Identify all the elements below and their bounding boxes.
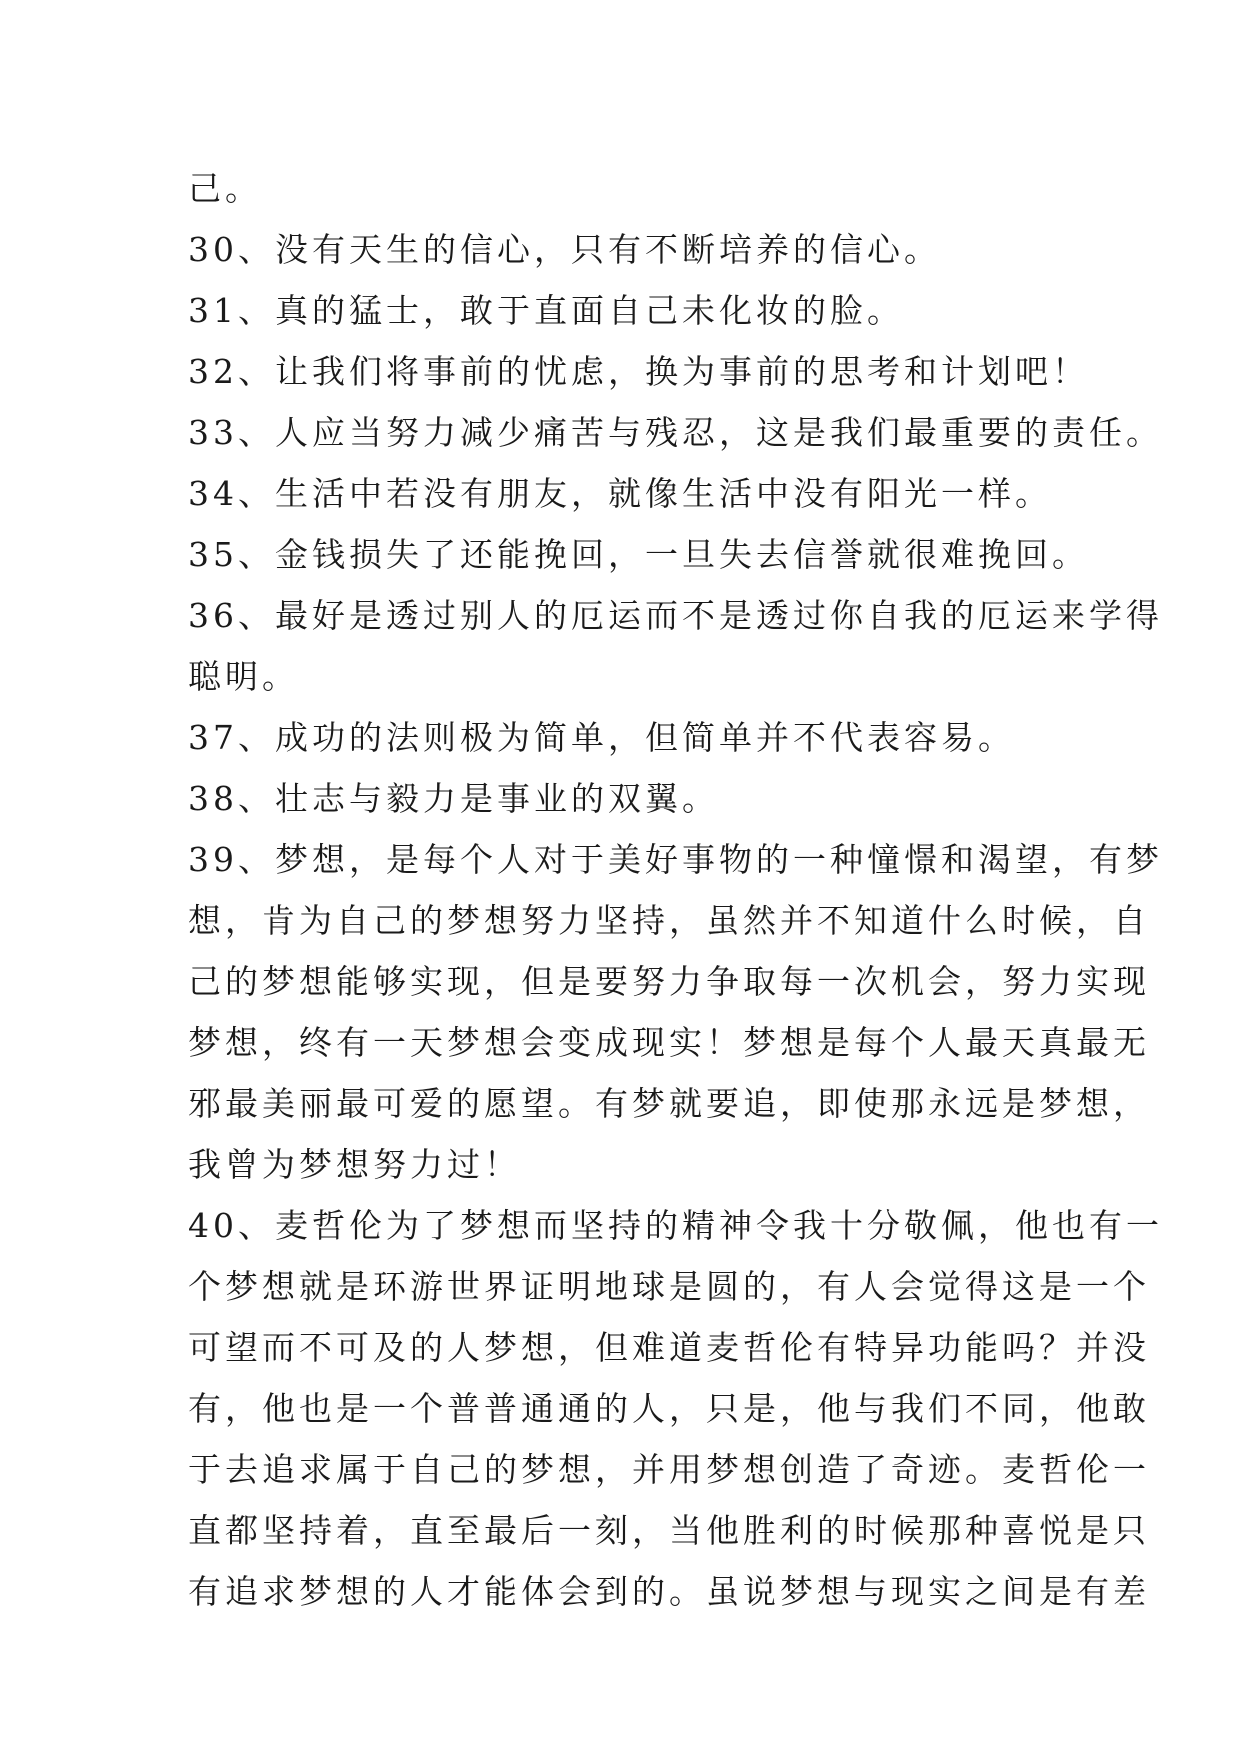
text-line: 36、最好是透过别人的厄运而不是透过你自我的厄运来学得 xyxy=(188,596,1163,635)
text-line: 31、真的猛士，敢于直面自己未化妆的脸。 xyxy=(188,291,904,330)
text-line: 30、没有天生的信心，只有不断培养的信心。 xyxy=(188,230,941,269)
text-line: 34、生活中若没有朋友，就像生活中没有阳光一样。 xyxy=(188,474,1052,513)
text-line: 想，肯为自己的梦想努力坚持，虽然并不知道什么时候，自 xyxy=(188,901,1150,940)
text-line: 32、让我们将事前的忧虑，换为事前的思考和计划吧！ xyxy=(188,352,1089,391)
text-line: 己。 xyxy=(188,169,262,208)
text-line: 37、成功的法则极为简单，但简单并不代表容易。 xyxy=(188,718,1015,757)
text-line: 于去追求属于自己的梦想，并用梦想创造了奇迹。麦哲伦一 xyxy=(188,1450,1150,1489)
text-line: 35、金钱损失了还能挽回，一旦失去信誉就很难挽回。 xyxy=(188,535,1089,574)
text-line: 己的梦想能够实现，但是要努力争取每一次机会，努力实现 xyxy=(188,962,1150,1001)
text-line: 38、壮志与毅力是事业的双翼。 xyxy=(188,779,719,818)
text-line: 33、人应当努力减少痛苦与残忍，这是我们最重要的责任。 xyxy=(188,413,1163,452)
document-body xyxy=(188,158,1163,1622)
text-line: 有，他也是一个普普通通的人，只是，他与我们不同，他敢 xyxy=(188,1389,1150,1428)
text-line: 有追求梦想的人才能体会到的。虽说梦想与现实之间是有差 xyxy=(188,1572,1150,1611)
text-line: 梦想，终有一天梦想会变成现实！梦想是每个人最天真最无 xyxy=(188,1023,1150,1062)
text-line: 个梦想就是环游世界证明地球是圆的，有人会觉得这是一个 xyxy=(188,1267,1150,1306)
text-line: 40、麦哲伦为了梦想而坚持的精神令我十分敬佩，他也有一 xyxy=(188,1206,1163,1245)
text-line: 39、梦想，是每个人对于美好事物的一种憧憬和渴望，有梦 xyxy=(188,840,1163,879)
text-line: 邪最美丽最可爱的愿望。有梦就要追，即使那永远是梦想， xyxy=(188,1084,1150,1123)
text-line: 直都坚持着，直至最后一刻，当他胜利的时候那种喜悦是只 xyxy=(188,1511,1150,1550)
text-line: 聪明。 xyxy=(188,657,299,696)
text-line: 我曾为梦想努力过！ xyxy=(188,1145,521,1184)
text-line: 可望而不可及的人梦想，但难道麦哲伦有特异功能吗？并没 xyxy=(188,1328,1150,1367)
